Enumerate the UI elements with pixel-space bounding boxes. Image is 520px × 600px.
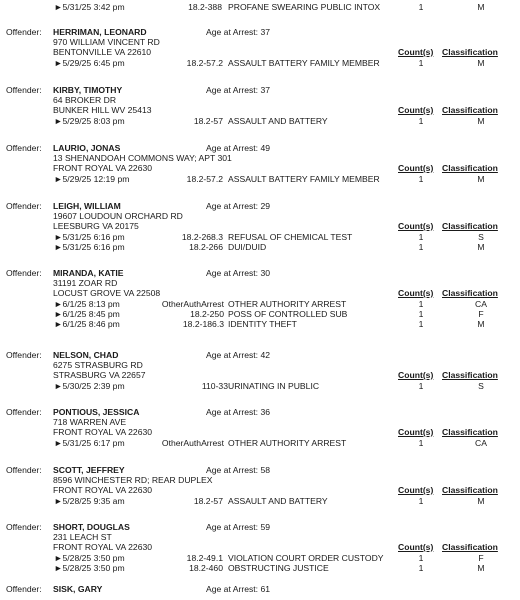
charge-date-time: ►5/28/25 3:50 pm xyxy=(54,553,125,563)
counts-header: Count(s) xyxy=(398,221,434,231)
charge-count: 1 xyxy=(418,563,424,573)
classification-header: Classification xyxy=(442,370,498,380)
charge-code: 18.2-57 xyxy=(193,116,223,126)
charge-count: 1 xyxy=(418,438,424,448)
charge-classification: M xyxy=(477,563,485,573)
charge-date-time: ►5/30/25 2:39 pm xyxy=(54,381,125,391)
charge-count: 1 xyxy=(418,58,424,68)
charge-count: 1 xyxy=(418,299,424,309)
counts-header: Count(s) xyxy=(398,47,434,57)
charge-count: 1 xyxy=(418,174,424,184)
offender-address: 6275 STRASBURG RD xyxy=(53,360,143,370)
classification-header: Classification xyxy=(442,427,498,437)
charge-description: PROFANE SWEARING PUBLIC INTOX xyxy=(228,2,381,12)
age-at-arrest: Age at Arrest: 37 xyxy=(206,85,271,95)
charge-count: 1 xyxy=(418,319,424,329)
charge-classification: S xyxy=(478,232,484,242)
age-at-arrest: Age at Arrest: 59 xyxy=(206,522,271,532)
offender-name: NELSON, CHAD xyxy=(53,350,119,360)
charge-code: 18.2-57.2 xyxy=(186,174,223,184)
offender-name: SISK, GARY xyxy=(53,584,103,594)
offender-name: MIRANDA, KATIE xyxy=(53,268,124,278)
offender-label: Offender: xyxy=(6,350,42,360)
age-at-arrest: Age at Arrest: 37 xyxy=(206,27,271,37)
offender-address: BENTONVILLE VA 22610 xyxy=(53,47,152,57)
classification-header: Classification xyxy=(442,163,498,173)
offender-address: 64 BROKER DR xyxy=(53,95,117,105)
charge-description: URINATING IN PUBLIC xyxy=(228,381,320,391)
counts-header: Count(s) xyxy=(398,163,434,173)
charge-description: POSS OF CONTROLLED SUB xyxy=(228,309,348,319)
charge-description: ASSAULT AND BATTERY xyxy=(228,116,328,126)
charge-classification: F xyxy=(478,309,484,319)
offender-address: FRONT ROYAL VA 22630 xyxy=(53,485,153,495)
charge-description: ASSAULT BATTERY FAMILY MEMBER xyxy=(228,174,380,184)
charge-date-time: ►5/31/25 6:16 pm xyxy=(54,232,125,242)
charge-code: 18.2-266 xyxy=(189,242,223,252)
charge-date-time: ►6/1/25 8:46 pm xyxy=(54,319,120,329)
offender-label: Offender: xyxy=(6,407,42,417)
offender-address: FRONT ROYAL VA 22630 xyxy=(53,427,153,437)
classification-header: Classification xyxy=(442,47,498,57)
charge-classification: CA xyxy=(475,438,487,448)
offender-label: Offender: xyxy=(6,522,42,532)
charge-classification: M xyxy=(477,319,485,329)
charge-code: 18.2-250 xyxy=(190,309,224,319)
charge-classification: M xyxy=(477,2,485,12)
charge-code: 18.2-268.3 xyxy=(181,232,223,242)
charge-count: 1 xyxy=(418,553,424,563)
classification-header: Classification xyxy=(442,288,498,298)
age-at-arrest: Age at Arrest: 42 xyxy=(206,350,271,360)
offender-address: STRASBURG VA 22657 xyxy=(53,370,146,380)
charge-count: 1 xyxy=(418,381,424,391)
offender-address: 19607 LOUDOUN ORCHARD RD xyxy=(53,211,183,221)
charge-code: 110-33 xyxy=(201,381,228,391)
charge-classification: M xyxy=(477,58,485,68)
charge-classification: M xyxy=(477,496,485,506)
charge-date-time: ►5/31/25 6:16 pm xyxy=(54,242,125,252)
offender-label: Offender: xyxy=(6,465,42,475)
charge-code: 18.2-57 xyxy=(193,496,223,506)
charge-description: ASSAULT BATTERY FAMILY MEMBER xyxy=(228,58,380,68)
charge-code: 18.2-186.3 xyxy=(182,319,224,329)
offender-name: KIRBY, TIMOTHY xyxy=(53,85,123,95)
age-at-arrest: Age at Arrest: 58 xyxy=(206,465,271,475)
offender-name: PONTIOUS, JESSICA xyxy=(53,407,140,417)
offender-label: Offender: xyxy=(6,85,42,95)
counts-header: Count(s) xyxy=(398,288,434,298)
charge-date-time: ►5/29/25 12:19 pm xyxy=(54,174,130,184)
charge-date-time: ►5/28/25 3:50 pm xyxy=(54,563,125,573)
offender-address: FRONT ROYAL VA 22630 xyxy=(53,163,153,173)
charge-code: 18.2-460 xyxy=(189,563,223,573)
offender-label: Offender: xyxy=(6,201,42,211)
offender-address: 31191 ZOAR RD xyxy=(53,278,118,288)
counts-header: Count(s) xyxy=(398,370,434,380)
offender-name: LAURIO, JONAS xyxy=(53,143,121,153)
offender-name: LEIGH, WILLIAM xyxy=(53,201,121,211)
charge-description: OTHER AUTHORITY ARREST xyxy=(228,438,347,448)
counts-header: Count(s) xyxy=(398,427,434,437)
offender-address: LOCUST GROVE VA 22508 xyxy=(53,288,161,298)
charge-count: 1 xyxy=(418,242,424,252)
charge-description: OBSTRUCTING JUSTICE xyxy=(228,563,329,573)
charge-date-time: ►5/29/25 8:03 pm xyxy=(54,116,125,126)
charge-classification: F xyxy=(478,553,484,563)
offender-label: Offender: xyxy=(6,268,42,278)
age-at-arrest: Age at Arrest: 30 xyxy=(206,268,271,278)
charge-date-time: ►5/31/25 3:42 pm xyxy=(54,2,125,12)
classification-header: Classification xyxy=(442,542,498,552)
charge-date-time: ►5/28/25 9:35 am xyxy=(54,496,125,506)
charge-date-time: ►5/31/25 6:17 pm xyxy=(54,438,125,448)
offender-address: 970 WILLIAM VINCENT RD xyxy=(53,37,160,47)
charge-date-time: ►6/1/25 8:45 pm xyxy=(54,309,120,319)
charge-code: OtherAuthArrest xyxy=(161,438,224,448)
offender-address: 13 SHENANDOAH COMMONS WAY; APT 301 xyxy=(53,153,232,163)
offender-address: BUNKER HILL WV 25413 xyxy=(53,105,152,115)
charge-classification: M xyxy=(477,242,485,252)
offender-label: Offender: xyxy=(6,27,42,37)
offender-address: 718 WARREN AVE xyxy=(53,417,127,427)
charge-classification: S xyxy=(478,381,484,391)
charge-description: IDENTITY THEFT xyxy=(228,319,297,329)
counts-header: Count(s) xyxy=(398,542,434,552)
offender-name: SHORT, DOUGLAS xyxy=(53,522,130,532)
charge-classification: M xyxy=(477,116,485,126)
charge-code: OtherAuthArrest xyxy=(161,299,224,309)
charge-code: 18.2-57.2 xyxy=(186,58,223,68)
offender-name: SCOTT, JEFFREY xyxy=(53,465,125,475)
offender-address: 231 LEACH ST xyxy=(53,532,112,542)
charge-count: 1 xyxy=(418,309,424,319)
charge-code: 18.2-49.1 xyxy=(186,553,223,563)
charge-description: ASSAULT AND BATTERY xyxy=(228,496,328,506)
offender-address: LEESBURG VA 20175 xyxy=(53,221,139,231)
charge-code: 18.2-388 xyxy=(188,2,222,12)
counts-header: Count(s) xyxy=(398,105,434,115)
offender-address: 8596 WINCHESTER RD; REAR DUPLEX xyxy=(53,475,213,485)
age-at-arrest: Age at Arrest: 49 xyxy=(206,143,271,153)
offender-name: HERRIMAN, LEONARD xyxy=(53,27,147,37)
charge-count: 1 xyxy=(418,232,424,242)
counts-header: Count(s) xyxy=(398,485,434,495)
age-at-arrest: Age at Arrest: 29 xyxy=(206,201,271,211)
charge-description: REFUSAL OF CHEMICAL TEST xyxy=(228,232,353,242)
offender-address: FRONT ROYAL VA 22630 xyxy=(53,542,153,552)
charge-date-time: ►5/29/25 6:45 pm xyxy=(54,58,125,68)
charge-count: 1 xyxy=(418,116,424,126)
age-at-arrest: Age at Arrest: 61 xyxy=(206,584,271,594)
charge-count: 1 xyxy=(418,2,424,12)
offender-label: Offender: xyxy=(6,584,42,594)
classification-header: Classification xyxy=(442,105,498,115)
charge-count: 1 xyxy=(418,496,424,506)
offender-label: Offender: xyxy=(6,143,42,153)
charge-classification: CA xyxy=(475,299,487,309)
charge-description: DUI/DUID xyxy=(228,242,267,252)
classification-header: Classification xyxy=(442,221,498,231)
charge-classification: M xyxy=(477,174,485,184)
age-at-arrest: Age at Arrest: 36 xyxy=(206,407,271,417)
charge-description: VIOLATION COURT ORDER CUSTODY xyxy=(228,553,384,563)
classification-header: Classification xyxy=(442,485,498,495)
charge-description: OTHER AUTHORITY ARREST xyxy=(228,299,347,309)
charge-date-time: ►6/1/25 8:13 pm xyxy=(54,299,120,309)
